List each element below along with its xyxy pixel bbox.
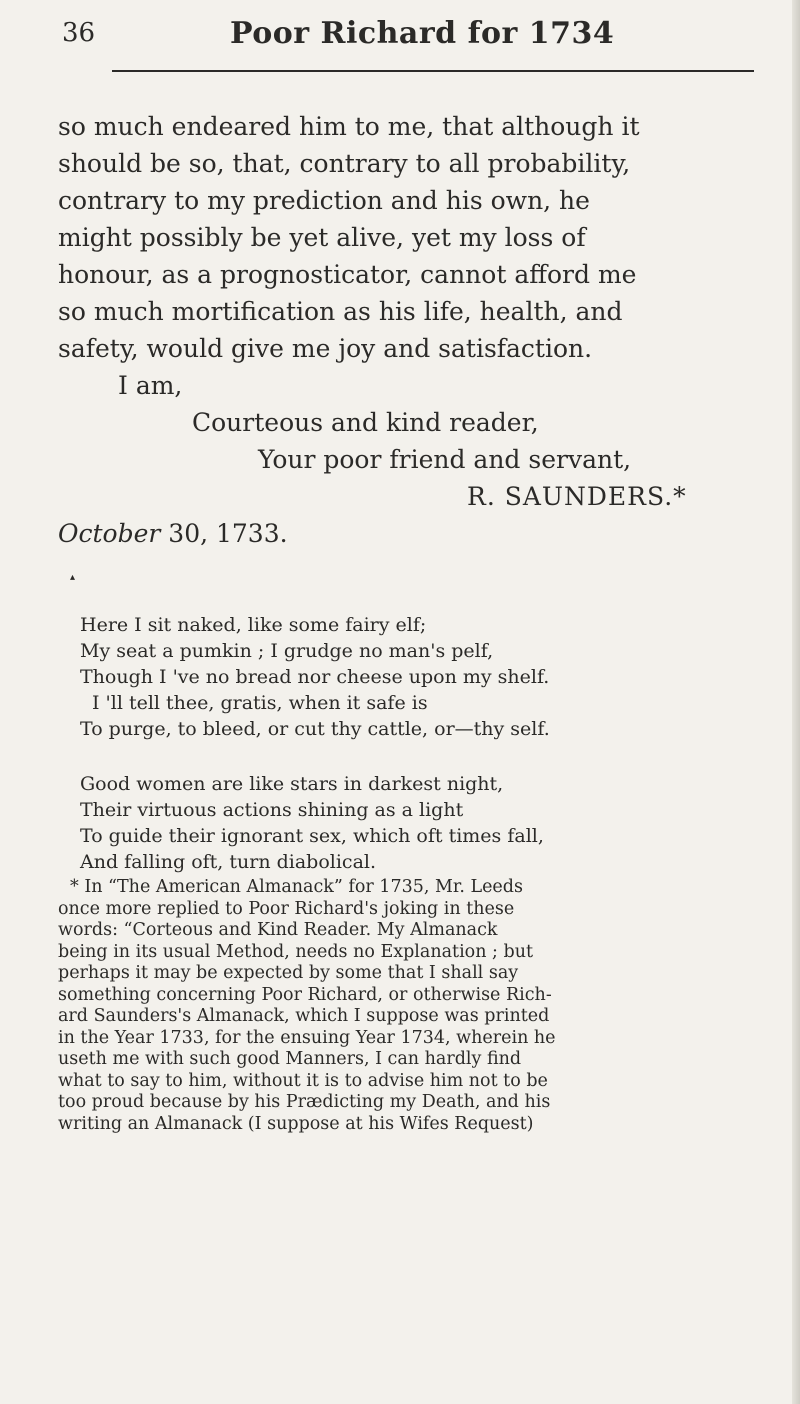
- footnote-line: in the Year 1733, for the ensuing Year 1734, wherein he: [58, 1027, 556, 1048]
- footnote-line: words: “Corteous and Kind Reader. My Almanack: [58, 920, 498, 940]
- footnote-line: what to say to him, without it is to advise him not to be: [58, 1070, 548, 1091]
- poem-line: Here I sit naked, like some fairy elf;: [80, 614, 427, 636]
- page-edge-shadow: [792, 0, 800, 1404]
- poems: [80, 612, 760, 875]
- letter-line: should be so, that, contrary to all probability,: [58, 149, 631, 178]
- poem-line: Good women are like stars in darkest night,: [80, 773, 504, 795]
- letter-line: honour, as a prognosticator, cannot afford me: [58, 260, 637, 289]
- poem-line: Their virtuous actions shining as a light: [80, 799, 464, 821]
- stray-mark: ▴: [70, 572, 76, 583]
- poem-line: To purge, to bleed, or cut thy cattle, or—thy self.: [80, 718, 550, 740]
- closing-courteous: Courteous and kind reader,: [192, 408, 539, 437]
- poem-good-women: [80, 771, 760, 875]
- footnote-line: too proud because by his Prædicting my Death, and his: [58, 1092, 551, 1112]
- footnote-line: perhaps it may be expected by some that I shall say: [58, 963, 519, 983]
- footnote-line: once more replied to Poor Richard's joking in these: [58, 898, 515, 919]
- footnote-line: something concerning Poor Richard, or otherwise Rich-: [58, 984, 552, 1005]
- footnote-line: ard Saunders's Almanack, which I suppose was printed: [58, 1006, 550, 1026]
- letter-line: so much mortification as his life, health, and: [58, 297, 623, 326]
- footnote-line: being in its usual Method, needs no Explanation ; but: [58, 941, 533, 962]
- poem-line: To guide their ignorant sex, which oft times fall,: [80, 825, 544, 847]
- closing-i-am: I am,: [118, 371, 183, 400]
- poem-gap: [80, 742, 760, 771]
- poem-line: And falling oft, turn diabolical.: [80, 851, 377, 873]
- page-header: [62, 18, 762, 58]
- poem-line: I 'll tell thee, gratis, when it safe is: [92, 692, 428, 714]
- footnote-line: writing an Almanack (I suppose at his Wifes Request): [58, 1113, 534, 1134]
- letter-line: might possibly be yet alive, yet my loss of: [58, 223, 586, 252]
- date-month: October: [58, 519, 161, 548]
- letter-text: [58, 108, 758, 552]
- letter-date: [58, 515, 758, 552]
- page-number: 36: [62, 18, 96, 48]
- poem-line: Though I 've no bread nor cheese upon my shelf.: [80, 666, 550, 688]
- footnote-line: * In “The American Almanack” for 1735, Mr. Leeds: [70, 877, 523, 897]
- running-title: Poor Richard for 1734: [230, 16, 615, 51]
- letter-line: contrary to my prediction and his own, he: [58, 186, 590, 215]
- letter-line: safety, would give me joy and satisfaction.: [58, 334, 593, 363]
- footnote-line: useth me with such good Manners, I can hardly find: [58, 1049, 522, 1069]
- date-rest: 30, 1733.: [160, 519, 288, 548]
- signature: R. SAUNDERS.*: [467, 482, 687, 511]
- footnote: [58, 877, 758, 1135]
- header-rule: [112, 70, 754, 72]
- poem-line: My seat a pumkin ; I grudge no man's pelf,: [80, 640, 494, 662]
- closing-your: Your poor friend and servant,: [258, 445, 632, 474]
- poem-fairy-elf: [80, 612, 760, 742]
- letter-line: so much endeared him to me, that although it: [58, 112, 640, 141]
